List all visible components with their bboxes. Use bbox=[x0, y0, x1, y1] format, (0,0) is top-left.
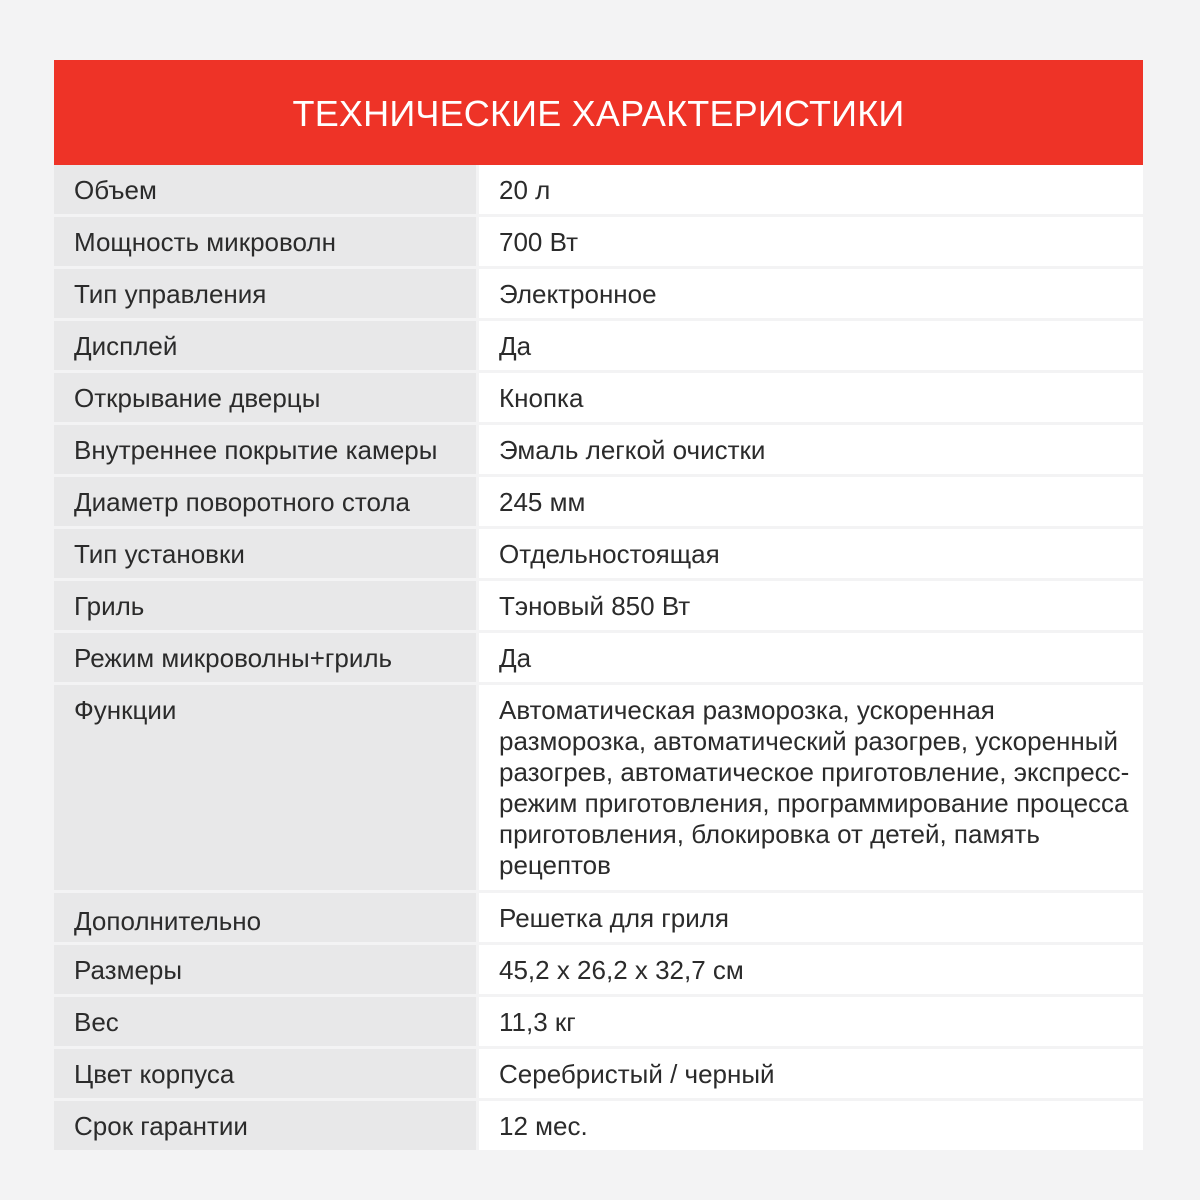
table-row bbox=[54, 685, 1143, 890]
spec-value: 45,2 х 26,2 х 32,7 см bbox=[479, 945, 1143, 994]
spec-value: Да bbox=[479, 633, 1143, 682]
table-row bbox=[54, 945, 1143, 994]
table-row bbox=[54, 477, 1143, 526]
spec-label: Срок гарантии bbox=[54, 1101, 476, 1150]
table-row bbox=[54, 321, 1143, 370]
spec-label: Размеры bbox=[54, 945, 476, 994]
spec-label: Цвет корпуса bbox=[54, 1049, 476, 1098]
spec-table bbox=[54, 165, 1143, 1150]
spec-value: Серебристый / черный bbox=[479, 1049, 1143, 1098]
table-row bbox=[54, 425, 1143, 474]
spec-value: 245 мм bbox=[479, 477, 1143, 526]
table-row bbox=[54, 529, 1143, 578]
spec-value: Тэновый 850 Вт bbox=[479, 581, 1143, 630]
table-row bbox=[54, 1101, 1143, 1150]
spec-label: Функции bbox=[54, 685, 476, 890]
spec-card bbox=[54, 60, 1143, 1150]
spec-header bbox=[54, 60, 1143, 165]
spec-label: Вес bbox=[54, 997, 476, 1046]
spec-label: Мощность микроволн bbox=[54, 217, 476, 266]
table-row bbox=[54, 581, 1143, 630]
spec-value: Отдельностоящая bbox=[479, 529, 1143, 578]
spec-value: Электронное bbox=[479, 269, 1143, 318]
page-title: ТЕХНИЧЕСКИЕ ХАРАКТЕРИСТИКИ bbox=[292, 92, 905, 134]
spec-value: 12 мес. bbox=[479, 1101, 1143, 1150]
spec-value: 20 л bbox=[479, 165, 1143, 214]
spec-label: Режим микроволны+гриль bbox=[54, 633, 476, 682]
spec-value: 700 Вт bbox=[479, 217, 1143, 266]
table-row bbox=[54, 633, 1143, 682]
spec-label: Тип установки bbox=[54, 529, 476, 578]
spec-value: Автоматическая разморозка, ускоренная разморозка, автоматический разогрев, ускоренный разогрев, автоматическое приготовление, экспресс-режим приготовления, программирование процесса приготовления, блокировка от детей, память рецептов bbox=[479, 685, 1143, 890]
spec-value: Решетка для гриля bbox=[479, 893, 1143, 942]
table-row bbox=[54, 217, 1143, 266]
spec-label: Дисплей bbox=[54, 321, 476, 370]
spec-label: Диаметр поворотного стола bbox=[54, 477, 476, 526]
table-row bbox=[54, 997, 1143, 1046]
table-row bbox=[54, 165, 1143, 214]
spec-label: Внутреннее покрытие камеры bbox=[54, 425, 476, 474]
spec-label: Тип управления bbox=[54, 269, 476, 318]
spec-label: Объем bbox=[54, 165, 476, 214]
spec-label: Дополнительно bbox=[54, 893, 476, 942]
spec-value: 11,3 кг bbox=[479, 997, 1143, 1046]
spec-value: Эмаль легкой очистки bbox=[479, 425, 1143, 474]
table-row bbox=[54, 1049, 1143, 1098]
spec-value: Кнопка bbox=[479, 373, 1143, 422]
table-row bbox=[54, 373, 1143, 422]
spec-value: Да bbox=[479, 321, 1143, 370]
spec-label: Открывание дверцы bbox=[54, 373, 476, 422]
table-row bbox=[54, 269, 1143, 318]
spec-label: Гриль bbox=[54, 581, 476, 630]
table-row bbox=[54, 893, 1143, 942]
